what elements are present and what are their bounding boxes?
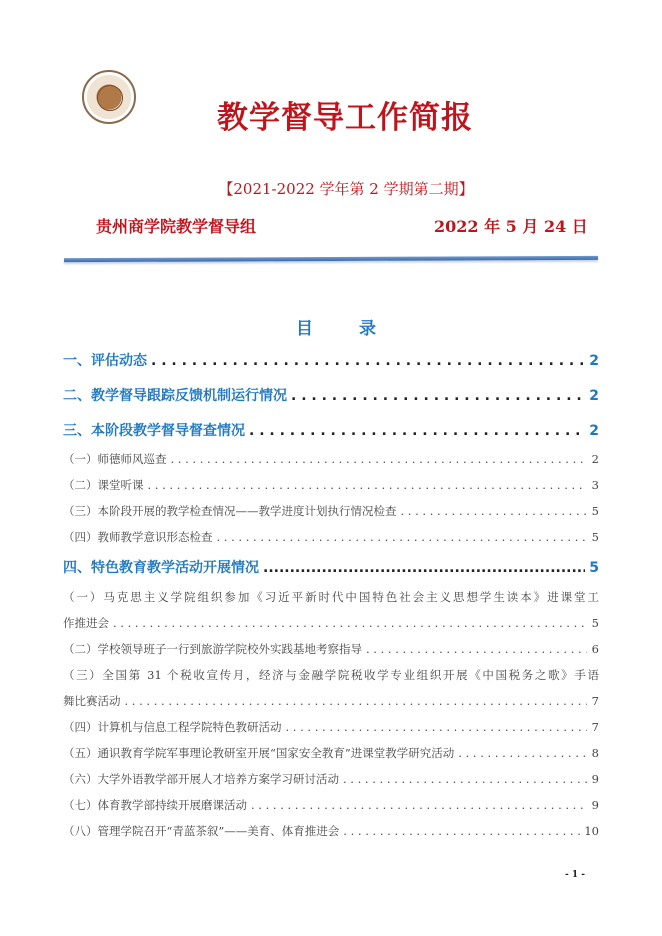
- toc-entry-text: （六）大学外语教学部开展人才培养方案学习研讨活动: [63, 772, 339, 786]
- dot-leader: [125, 694, 588, 708]
- toc-entry[interactable]: [63, 557, 599, 577]
- toc-entry[interactable]: [63, 503, 599, 519]
- dot-leader: [151, 353, 585, 369]
- dot-leader: [113, 616, 587, 630]
- toc-entry-text: 二、教学督导跟踪反馈机制运行情况: [63, 388, 287, 404]
- dot-leader: [401, 504, 588, 518]
- toc-page-number: 8: [591, 746, 599, 760]
- toc-entry-text[interactable]: （一）马克思主义学院组织参加《习近平新时代中国特色社会主义思想学生读本》进课堂工: [63, 590, 599, 604]
- dot-leader: [249, 423, 585, 439]
- toc-entry-text-continued: 作推进会: [63, 616, 109, 630]
- publish-date: 2022 年 5 月 24 日: [434, 217, 588, 236]
- toc-page-number: 5: [591, 616, 599, 630]
- toc-entry-text: （八）管理学院召开“青蓝茶叙”——美育、体育推进会: [63, 824, 340, 838]
- page-number: - 1 -: [565, 870, 585, 880]
- toc-entry-text: （三）本阶段开展的教学检查情况——教学进度计划执行情况检查: [63, 504, 397, 518]
- toc-page-number: 5: [591, 504, 599, 518]
- dot-leader: [458, 746, 587, 760]
- toc-page-number: 10: [584, 824, 599, 838]
- toc-entry-text-continued: 舞比赛活动: [63, 694, 121, 708]
- toc-entry-text: （四）计算机与信息工程学院特色教研活动: [63, 720, 282, 734]
- dot-leader: [291, 388, 585, 404]
- header-divider: [64, 256, 598, 262]
- toc-entry[interactable]: [63, 693, 599, 709]
- toc-page-number: 6: [591, 642, 599, 656]
- bulletin-title: 教学督导工作简报: [217, 100, 473, 136]
- toc-entry-text: （一）师德师风巡查: [63, 452, 167, 466]
- toc-entry[interactable]: [63, 641, 599, 657]
- toc-entry[interactable]: [63, 615, 599, 631]
- toc-entry-text: （二）学校领导班子一行到旅游学院校外实践基地考察指导: [63, 642, 362, 656]
- toc-entry[interactable]: [63, 797, 599, 813]
- dot-leader: [343, 772, 587, 786]
- toc-page-number: 2: [589, 353, 599, 369]
- toc-page-number: 5: [589, 560, 599, 576]
- dot-leader: [366, 642, 587, 656]
- organization-name: 贵州商学院教学督导组: [96, 217, 257, 236]
- toc-entry-text: （五）通识教育学院军事理论教研室开展“国家安全教育”进课堂教学研究活动: [63, 746, 455, 760]
- dot-leader: [286, 720, 588, 734]
- dot-leader: [217, 530, 588, 544]
- dot-leader: [343, 824, 580, 838]
- toc-page-number: 7: [591, 694, 599, 708]
- toc-page-number: 2: [589, 388, 599, 404]
- dot-leader: [148, 478, 588, 492]
- dot-leader: [251, 798, 587, 812]
- toc-entry[interactable]: [63, 350, 599, 370]
- toc-page-number: 5: [591, 530, 599, 544]
- toc-entry[interactable]: [63, 745, 599, 761]
- toc-entry-text: （四）教师教学意识形态检查: [63, 530, 213, 544]
- toc-entry-text: 三、本阶段教学督导督查情况: [63, 423, 245, 439]
- toc-page-number: 9: [591, 772, 599, 786]
- toc-page-number: 9: [591, 798, 599, 812]
- toc-page-number: 3: [591, 478, 599, 492]
- toc-entry-text: （七）体育教学部持续开展磨课活动: [63, 798, 247, 812]
- toc-page-number: 2: [591, 452, 599, 466]
- toc-entry[interactable]: [63, 823, 599, 839]
- dot-leader: [263, 560, 585, 576]
- dot-leader: [171, 452, 588, 466]
- issue-label: 【2021-2022 学年第 2 学期第二期】: [218, 180, 474, 198]
- toc-entry[interactable]: [63, 477, 599, 493]
- toc-entry[interactable]: [63, 719, 599, 735]
- toc-entry[interactable]: [63, 771, 599, 787]
- toc-entry-text: （二）课堂听课: [63, 478, 144, 492]
- toc-entry-text: 一、评估动态: [63, 353, 147, 369]
- toc-entry-text: 四、特色教育教学活动开展情况: [63, 560, 259, 576]
- toc-entry[interactable]: [63, 420, 599, 440]
- toc-entry[interactable]: [63, 529, 599, 545]
- toc-page-number: 2: [589, 423, 599, 439]
- toc-page-number: 7: [591, 720, 599, 734]
- toc-title: 目 录: [296, 319, 396, 339]
- toc-entry[interactable]: [63, 385, 599, 405]
- toc-entry[interactable]: [63, 451, 599, 467]
- toc-entry-text[interactable]: （三）全国第 31 个税收宣传月，经济与金融学院税收学专业组织开展《中国税务之歌》手语: [63, 668, 599, 682]
